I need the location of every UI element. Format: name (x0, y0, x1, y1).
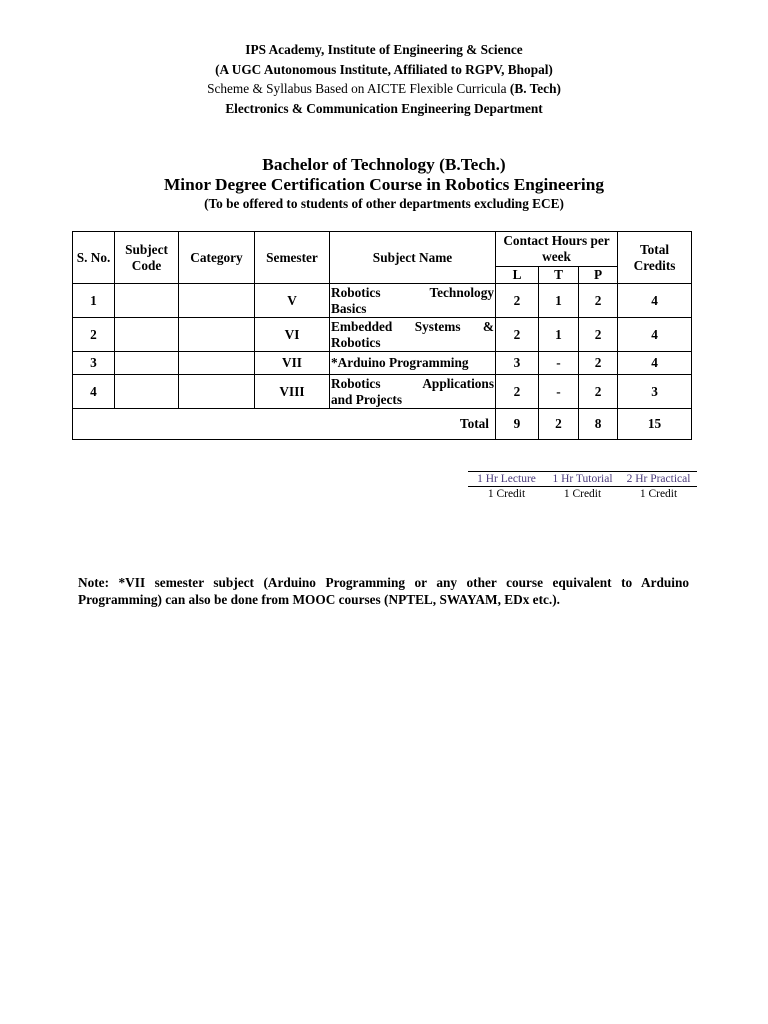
course-table (72, 231, 692, 440)
offered-note: (To be offered to students of other departments excluding ECE) (204, 196, 564, 211)
header-t: T (539, 267, 579, 284)
cell-l: 3 (496, 352, 539, 375)
institute-name: IPS Academy, Institute of Engineering & Science (245, 42, 523, 57)
subject-name-line1: Embedded Systems & (331, 318, 494, 334)
cell-semester: VI (255, 318, 330, 352)
subject-name-line1: *Arduino Programming (331, 355, 469, 370)
legend-tutorial: 1 Hr Tutorial (545, 472, 620, 487)
cell-code (115, 352, 179, 375)
header-sno: S. No. (73, 232, 115, 284)
legend-hours-row (468, 472, 697, 487)
cell-semester: VII (255, 352, 330, 375)
table-row (73, 318, 692, 352)
legend-credit-tutorial: 1 Credit (563, 488, 602, 500)
cell-sno: 1 (73, 284, 115, 318)
legend-lecture: 1 Hr Lecture (468, 472, 545, 487)
degree-title: Bachelor of Technology (B.Tech.) (262, 155, 506, 174)
scheme-line (0, 81, 768, 97)
cell-category (179, 284, 255, 318)
cell-subject-name (330, 284, 496, 318)
cell-credits: 4 (618, 284, 692, 318)
header-contact-hours: Contact Hours per week (496, 232, 618, 267)
cell-p: 2 (579, 284, 618, 318)
cell-category (179, 375, 255, 409)
cell-t: 1 (539, 318, 579, 352)
cell-sno: 2 (73, 318, 115, 352)
cell-code (115, 318, 179, 352)
subject-name-line2: Robotics (331, 334, 381, 350)
mooc-note: Note: *VII semester subject (Arduino Programming or any other course equivalent to Arduino Programming) can also be done from MOOC courses (NPTEL, SWAYAM, EDx etc.). (78, 575, 689, 607)
cell-credits: 4 (618, 318, 692, 352)
cell-subject-name (330, 318, 496, 352)
cell-code (115, 375, 179, 409)
total-p: 8 (579, 409, 618, 440)
legend-practical: 2 Hr Practical (620, 472, 697, 487)
legend-credit-lecture: 1 Credit (487, 488, 526, 500)
cell-subject-name (330, 375, 496, 409)
cell-p: 2 (579, 375, 618, 409)
subject-name-line1: Robotics Technology (331, 284, 494, 300)
credit-legend (468, 471, 697, 501)
cell-sno: 4 (73, 375, 115, 409)
cell-l: 2 (496, 375, 539, 409)
header-subject-code: Subject Code (115, 232, 179, 284)
cell-sno: 3 (73, 352, 115, 375)
header-semester: Semester (255, 232, 330, 284)
table-row (73, 352, 692, 375)
affiliation: (A UGC Autonomous Institute, Affiliated to RGPV, Bhopal) (215, 62, 553, 77)
table-header-row (73, 232, 692, 267)
cell-p: 2 (579, 318, 618, 352)
cell-credits: 4 (618, 352, 692, 375)
cell-t: - (539, 375, 579, 409)
total-l: 9 (496, 409, 539, 440)
department-name: Electronics & Communication Engineering Department (225, 101, 543, 116)
subject-name-line2: and Projects (331, 391, 403, 407)
legend-credit-row (468, 487, 697, 502)
cell-semester: VIII (255, 375, 330, 409)
scheme-btech: (B. Tech) (509, 81, 561, 96)
total-label: Total (73, 409, 496, 440)
header-p: P (579, 267, 618, 284)
cell-l: 2 (496, 318, 539, 352)
cell-subject-name (330, 352, 496, 375)
cell-credits: 3 (618, 375, 692, 409)
cell-semester: V (255, 284, 330, 318)
cell-t: 1 (539, 284, 579, 318)
table-row (73, 375, 692, 409)
legend-credit-practical: 1 Credit (639, 488, 678, 500)
scheme-text: Scheme & Syllabus Based on AICTE Flexible Curricula (207, 81, 510, 96)
header-l: L (496, 267, 539, 284)
cell-code (115, 284, 179, 318)
total-credits: 15 (618, 409, 692, 440)
total-t: 2 (539, 409, 579, 440)
subject-name-line2: Basics (331, 300, 367, 316)
cell-p: 2 (579, 352, 618, 375)
table-total-row (73, 409, 692, 440)
table-row (73, 284, 692, 318)
header-category: Category (179, 232, 255, 284)
header-subject-name: Subject Name (330, 232, 496, 284)
cell-category (179, 318, 255, 352)
course-title: Minor Degree Certification Course in Robotics Engineering (164, 175, 604, 194)
cell-t: - (539, 352, 579, 375)
subject-name-line1: Robotics Applications (331, 375, 494, 391)
cell-category (179, 352, 255, 375)
header-total-credits: Total Credits (618, 232, 692, 284)
cell-l: 2 (496, 284, 539, 318)
